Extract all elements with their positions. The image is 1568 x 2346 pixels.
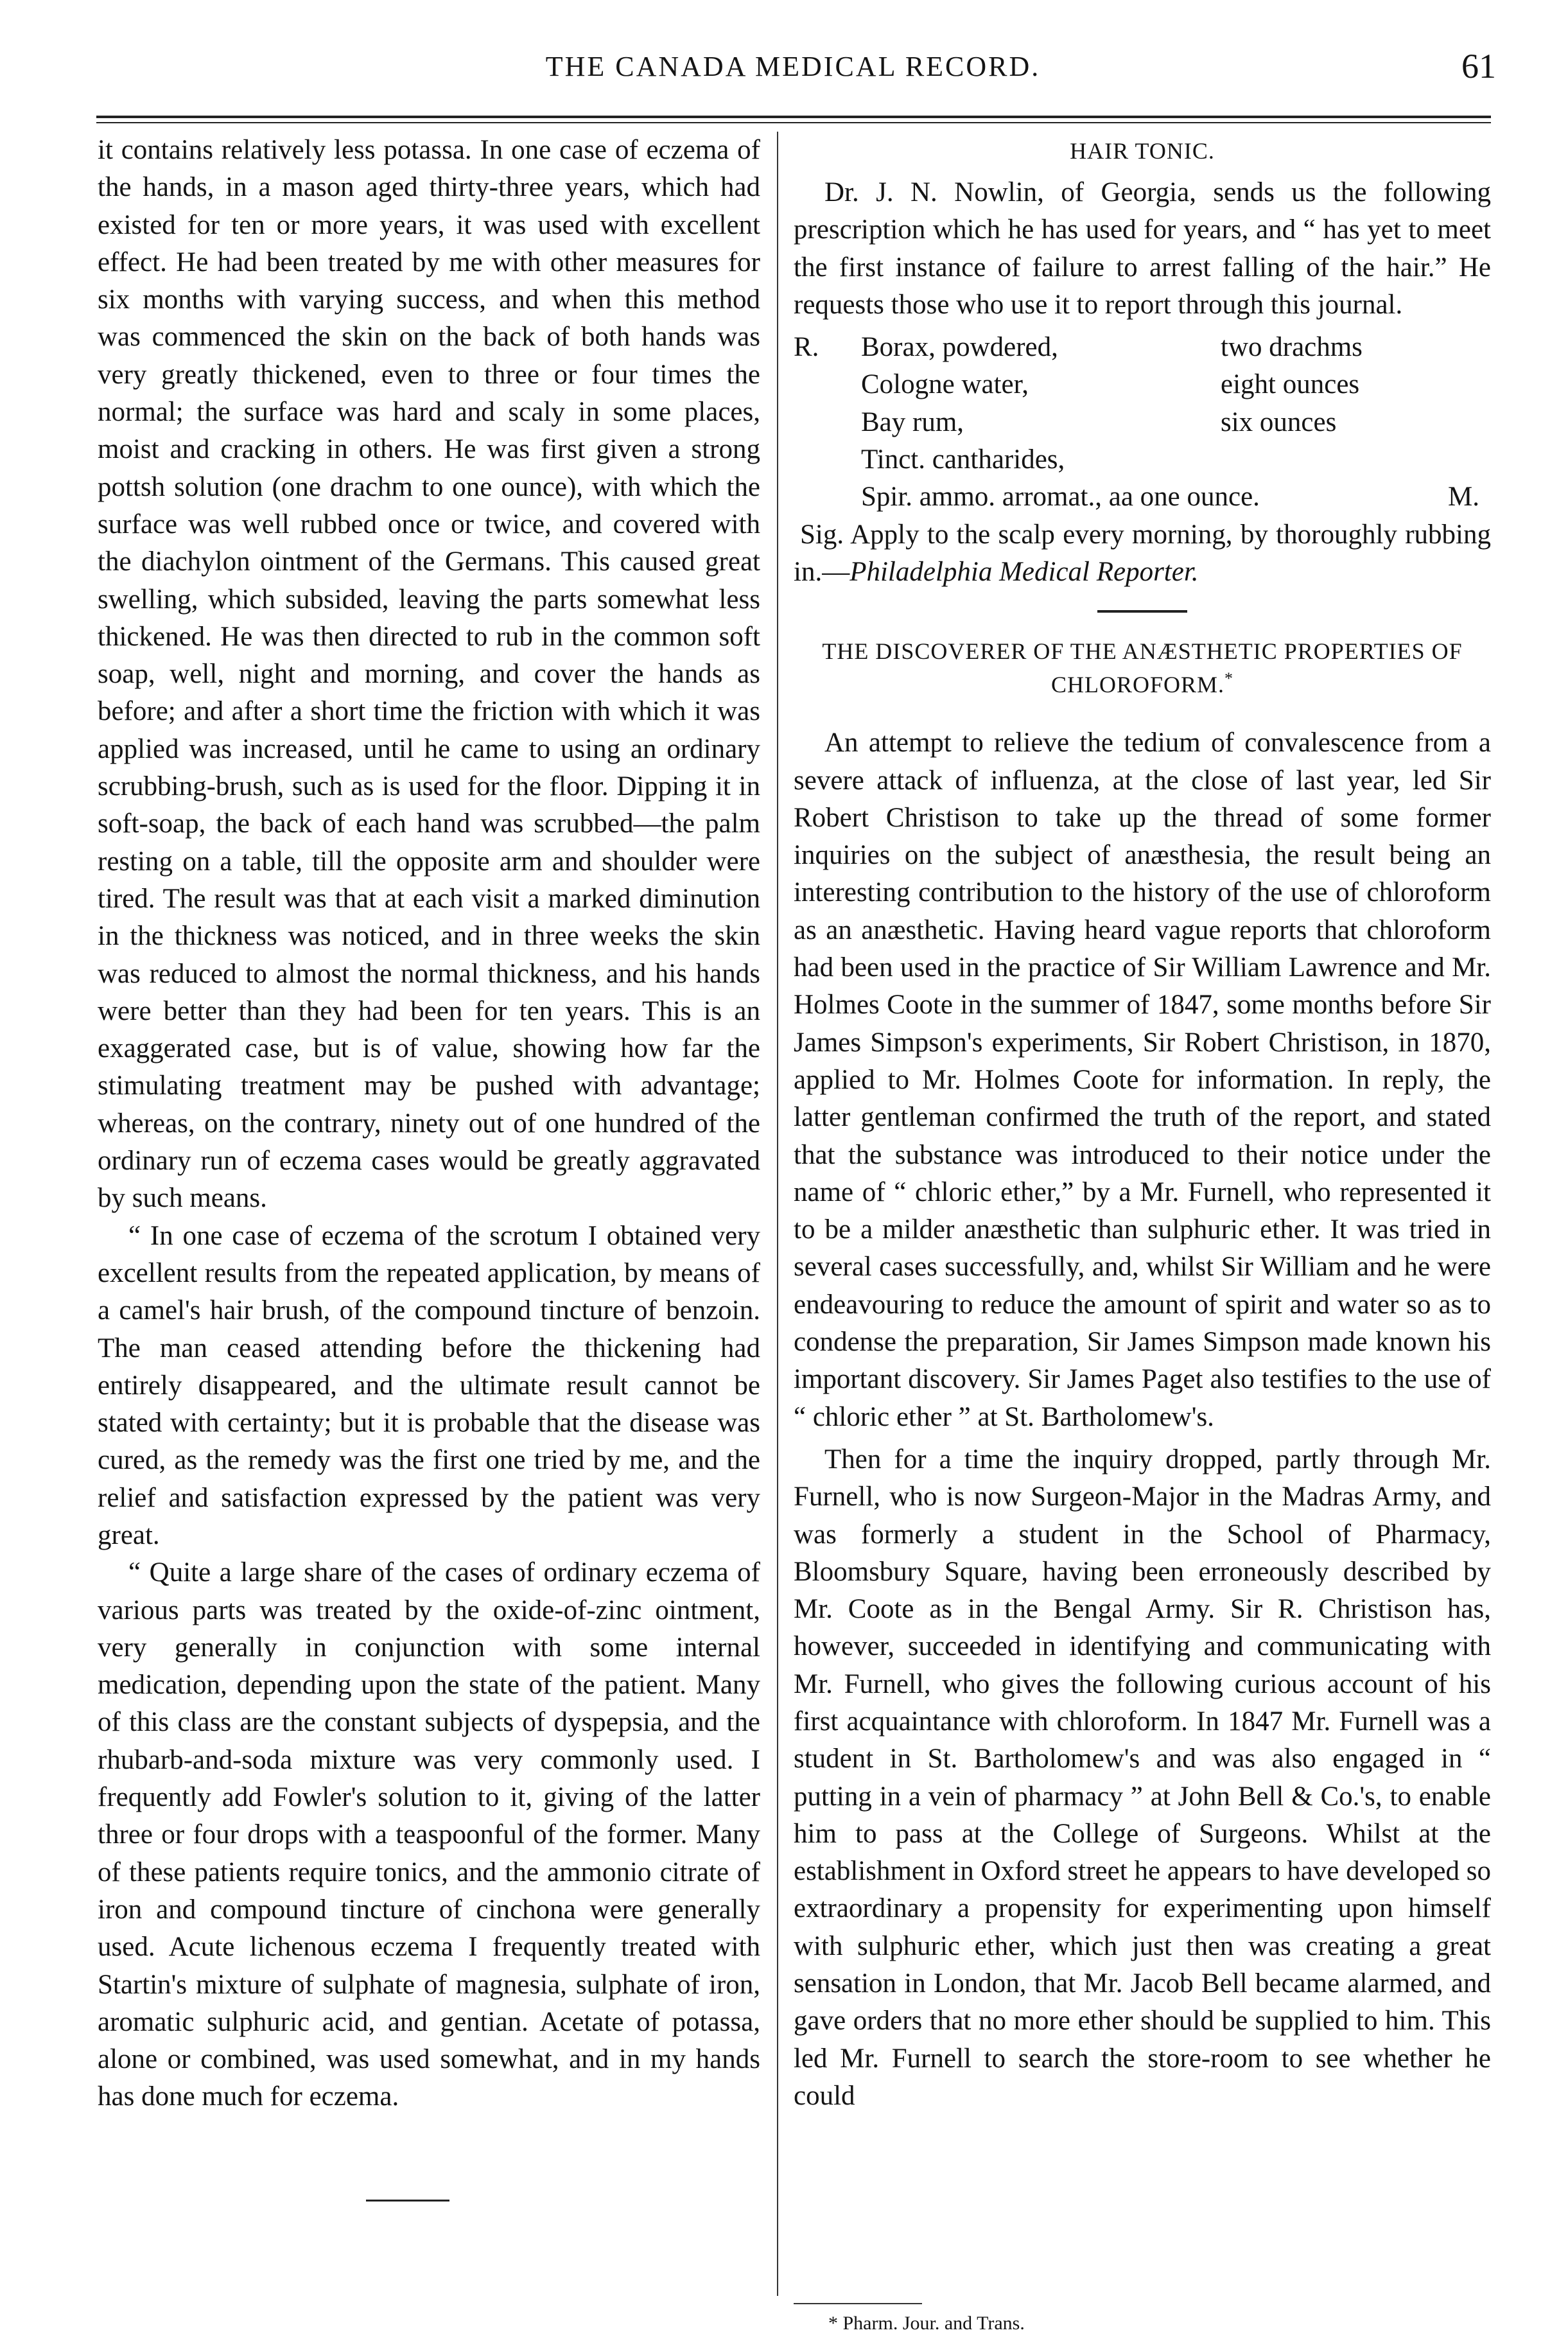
rx-amount — [1221, 441, 1491, 478]
page-number: 61 — [1461, 47, 1496, 85]
rx-prefix — [794, 441, 861, 478]
rx-prefix — [794, 366, 861, 403]
rx-final-line — [861, 478, 1491, 516]
rx-amount: eight ounces — [1221, 369, 1360, 400]
paragraph: Then for a time the inquiry dropped, partly through Mr. Furnell, who is now Surgeon-Major in the Madras Army, and was formerly a student in the School of Pharmacy, Bloomsbury Square, having been erroneously described by Mr. Coote as in the Bengal Army. Sir R. Christison has, however, succeeded in identifying and communicating with Mr. Furnell, who gives the following curious account of his first acquaintance with chloroform. In 1847 Mr. Furnell was a student in St. Bartholomew's and was also engaged in “ putting in a vein of pharmacy ” at John Bell & Co.'s, to enable him to pass at the College of Surgeons. Whilst at the establishment in Oxford street he appears to have developed so extraordinary a propensity for experimenting upon himself with sulphuric ether, which just then was creating a great sensation in London, that Mr. Jacob Bell became alarmed, and gave orders that no more ether should be supplied to him. This led Mr. Furnell to search the store-room to see whether he could — [794, 1444, 1491, 2111]
section-separator — [1097, 610, 1187, 613]
paragraph: “ In one case of eczema of the scrotum I obtained very excellent results from the repeated application, by means of a camel's hair brush, of the compound tincture of benzoin. The man ceased attending before the thickening had entirely disappeared, and the ultimate result cannot be stated with certainty; but it is probable that the disease was cured, as the remedy was the first one tried by me, and the relief and satisfaction expressed by the patient was very great. — [98, 1220, 760, 1550]
rx-item: Cologne water, — [861, 369, 1029, 400]
paragraph: An attempt to relieve the tedium of convalescence from a severe attack of influenza, at the close of last year, led Sir Robert Christison to take up the thread of some former inquiries on the subject of anæsthesia, the result being an interesting contribution to the history of the use of chloroform as an anæsthetic. Having heard vague reports that chloroform had been used in the practice of Sir William Lawrence and Mr. Holmes Coote in the summer of 1847, some months before Sir James Simpson's experiments, Sir Robert Christison, in 1870, applied to Mr. Holmes Coote for information. In reply, the latter gentleman confirmed the truth of the report, and stated that the substance was introduced to their notice under the name of “ chloric ether,” by a Mr. Furnell, who represented it to be a milder anæsthetic than sulphuric ether. It was tried in several cases successfully, and, whilst Sir William and he were endeavouring to reduce the amount of spirit and water so as to condense the preparation, Sir James Simpson made known his important discovery. Sir James Paget also testifies to the use of “ chloric ether ” at St. Bartholomew's. — [794, 728, 1491, 1432]
column-divider — [777, 132, 778, 2296]
running-head — [90, 47, 1496, 108]
article-title-text: THE DISCOVERER OF THE ANÆSTHETIC PROPERTIES OF CHLOROFORM. — [822, 638, 1463, 698]
paragraph: it contains relatively less potassa. In one case of eczema of the hands, in a mason aged thirty-three years, which had existed for ten or more years, it was used with excellent effect. He had been treated by me with other measures for six months with varying success, and when this method was commenced the skin on the back of both hands was very greatly thickened, even to three or four times the normal; the surface was hard and scaly in some places, moist and cracking in others. He was first given a strong pottsh solution (one drachm to one ounce), with which the surface was well rubbed once or twice, and covered with the diachylon ointment of the Germans. This caused great swelling, which subsided, leaving the parts somewhat less thickened. He was then directed to rub in the common soft soap, well, night and morning, and cover the hands as before; and after a short time the friction with which it was applied was increased, until he came to using an ordinary scrubbing-brush, such as is used for the floor. Dipping it in soft-soap, the back of each hand was scrubbed—the palm resting on a table, till the opposite arm and shoulder were tired. The result was that at each visit a marked diminution in the thickness was noticed, and in three weeks the skin was reduced to almost the normal thickness, and his hands were better than they had been for ten years. This is an exaggerated case, but is of value, showing how far the stimulating treatment may be pushed with advantage; whereas, on the contrary, ninety out of one hundred of the ordinary run of eczema cases would be greatly aggravated by such means. — [98, 135, 760, 1214]
rx-item: Borax, powdered, — [861, 332, 1058, 363]
footnote-rule — [794, 2303, 922, 2304]
rx-final-item: Spir. ammo. arromat., aa one ounce. — [861, 482, 1260, 512]
column-end-rule — [366, 2200, 449, 2202]
hair-tonic-title: HAIR TONIC. — [1070, 138, 1215, 164]
prescription — [794, 329, 1491, 516]
footnote-marker: * — [1224, 669, 1234, 688]
rx-prefix: R. — [794, 332, 819, 363]
journal-title: THE CANADA MEDICAL RECORD. — [545, 51, 1041, 82]
header-rule-thin — [96, 122, 1491, 123]
rx-prefix — [794, 404, 861, 441]
header-rule — [96, 116, 1491, 118]
sig-source: Philadelphia Medical Reporter. — [849, 556, 1199, 587]
hair-tonic-intro: Dr. J. N. Nowlin, of Georgia, sends us the following prescription which he has used for years, and “ has yet to meet the first instance of failure to arrest falling of the hair.” He requests those who use it to report through this journal. — [794, 177, 1491, 320]
footnote: * Pharm. Jour. and Trans. — [828, 2313, 1025, 2334]
left-column — [98, 132, 760, 2116]
rx-item: Bay rum, — [861, 407, 964, 437]
rx-final-mark: M. — [1448, 482, 1479, 512]
paragraph: “ Quite a large share of the cases of ordinary eczema of various parts was treated by the oxide-of-zinc ointment, very generally in conjunction with some internal medication, depending upon the state of the patient. Many of this class are the constant subjects of dyspepsia, and the rhubarb-and-soda mixture was very commonly used. I frequently add Fowler's solution to it, giving of the latter three or four drops with a teaspoonful of the former. Many of these patients require tonics, and the ammonio citrate of iron and compound tincture of cinchona were generally used. Acute lichenous eczema I frequently treated with Startin's mixture of sulphate of magnesia, sulphate of iron, aromatic sulphuric acid, and gentian. Acetate of potassa, alone or combined, was used somewhat, and in my hands has done much for eczema. — [98, 1557, 760, 2112]
article-title — [794, 635, 1491, 701]
right-column — [794, 132, 1491, 2115]
rx-amount: six ounces — [1221, 407, 1337, 437]
prescription-signature — [794, 516, 1491, 591]
sig-text: Sig. Apply to the scalp every morning, by thoroughly rubbing in.— — [794, 519, 1491, 587]
rx-amount: two drachms — [1221, 332, 1363, 363]
rx-item: Tinct. cantharides, — [861, 444, 1065, 475]
